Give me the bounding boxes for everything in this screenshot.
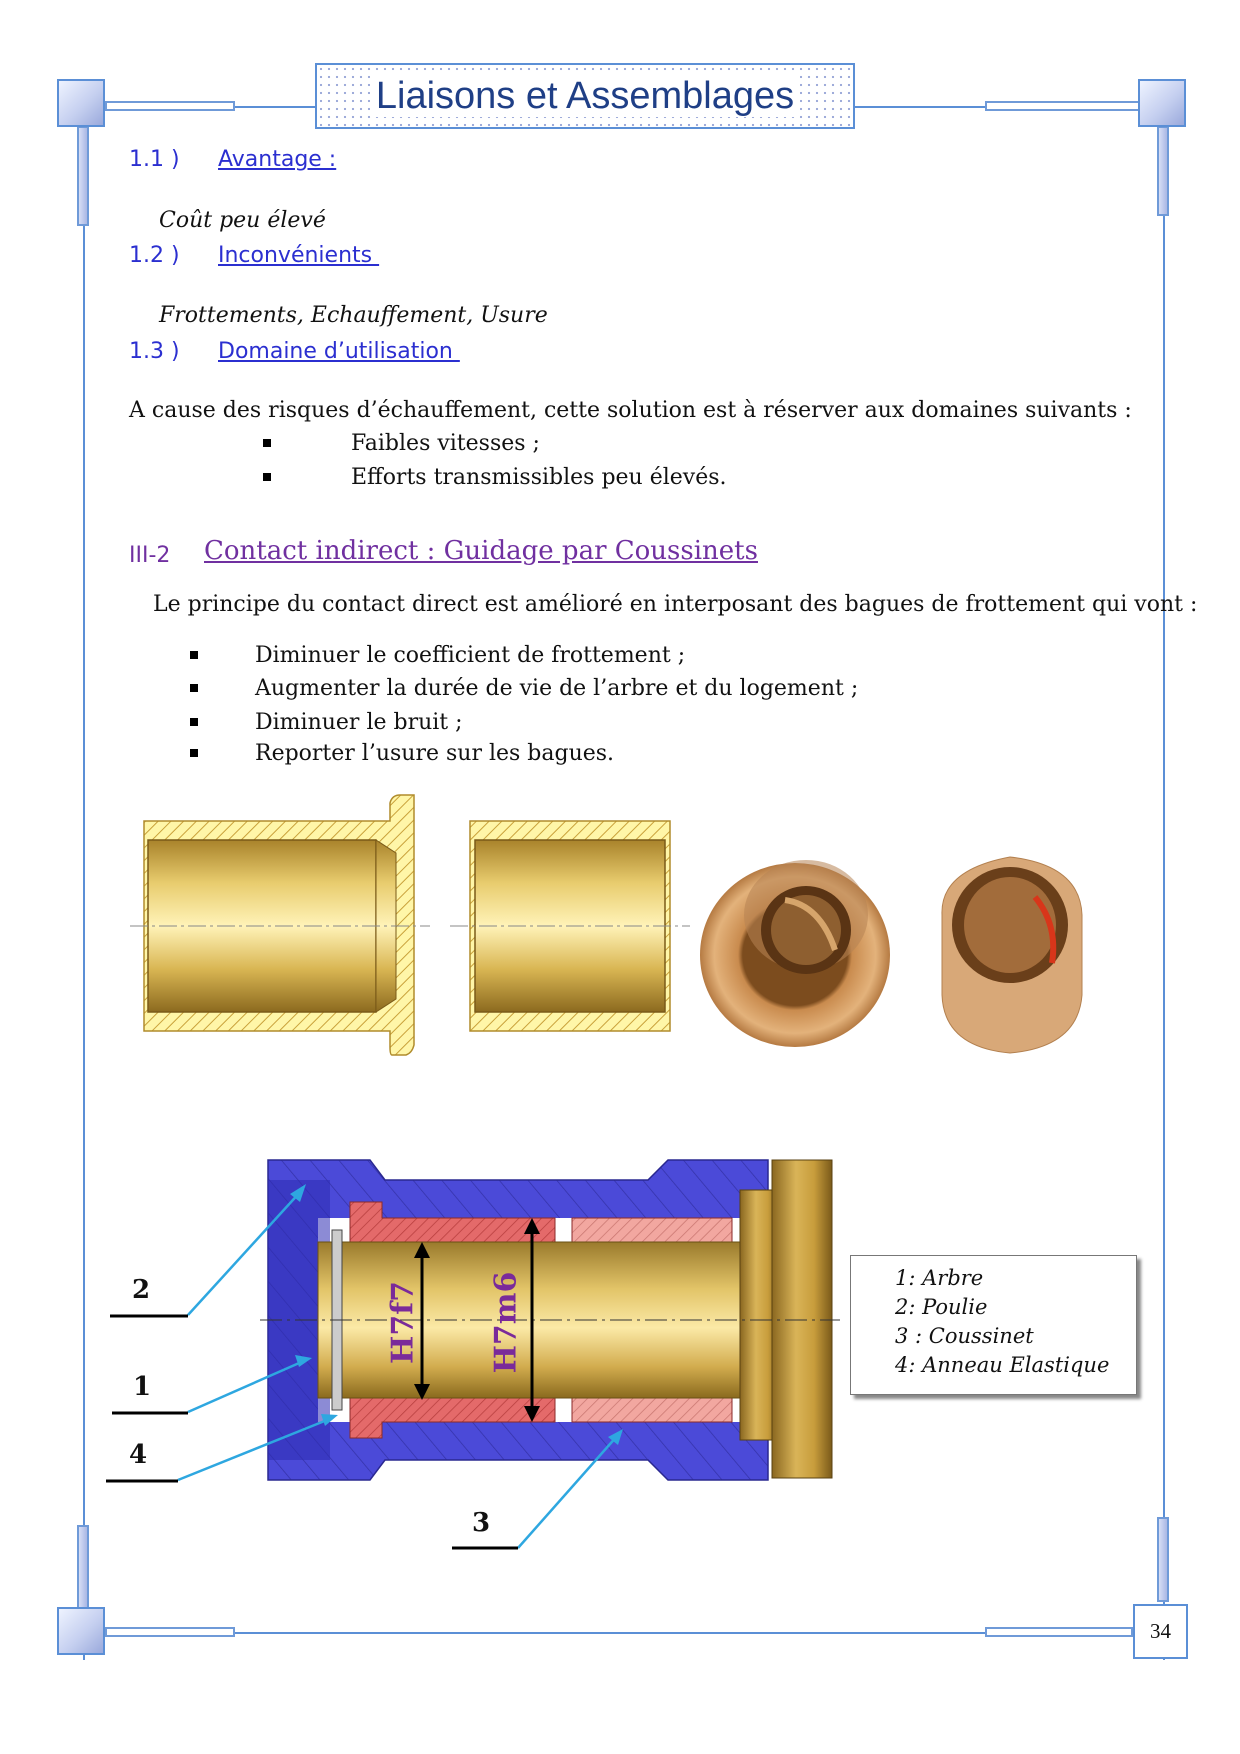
corner-ornament-top-left — [57, 79, 105, 127]
flanged-bushing-photo — [700, 860, 890, 1047]
section-1-3-number: 1.3 ) — [129, 339, 180, 364]
callout-4: 4 — [129, 1440, 148, 1470]
plain-bushing-section — [450, 821, 690, 1031]
flanged-bushing-section — [130, 795, 430, 1055]
bullet-icon — [190, 684, 198, 692]
callout-1: 1 — [133, 1372, 152, 1402]
page-title: Liaisons et Assemblages — [370, 75, 800, 117]
section-1-3-title[interactable]: Domaine d’utilisation — [218, 339, 460, 364]
page-number: 34 — [1133, 1604, 1188, 1659]
domain-item-2: Efforts transmissibles peu élevés. — [351, 465, 727, 490]
bushing-illustrations — [130, 785, 1150, 1105]
fit-label-bore: H7m6 — [488, 1271, 524, 1374]
section-1-2-number: 1.2 ) — [129, 243, 180, 268]
function-item-4: Reporter l’usure sur les bagues. — [255, 741, 615, 766]
function-item-2: Augmenter la durée de vie de l’arbre et du logement ; — [255, 676, 859, 701]
bullet-icon — [190, 718, 198, 726]
section-1-2-title[interactable]: Inconvénients — [218, 243, 380, 268]
domain-item-1: Faibles vitesses ; — [351, 431, 540, 456]
bullet-icon — [263, 473, 271, 481]
function-item-3: Diminuer le bruit ; — [255, 710, 463, 735]
legend-item-3: 3 : Coussinet — [895, 1324, 1034, 1348]
plain-bushing-photo — [942, 857, 1082, 1053]
legend-item-1: 1: Arbre — [895, 1266, 984, 1290]
part-legend — [850, 1255, 1137, 1395]
assembly-section-drawing — [100, 1150, 860, 1570]
function-item-1: Diminuer le coefficient de frottement ; — [255, 643, 686, 668]
section-iii-2-number: III-2 — [129, 543, 171, 568]
corner-ornament-bottom-left — [57, 1607, 105, 1655]
section-1-3-text: A cause des risques d’échauffement, cette solution est à réserver aux domaines suivants : — [129, 398, 1132, 423]
section-1-2-text: Frottements, Echauffement, Usure — [159, 303, 548, 328]
bullet-icon — [263, 439, 271, 447]
bullet-icon — [190, 651, 198, 659]
section-1-1-title[interactable]: Avantage : — [218, 147, 337, 172]
section-1-1-text: Coût peu élevé — [159, 208, 326, 233]
section-iii-2-title[interactable]: Contact indirect : Guidage par Coussinets — [204, 536, 758, 566]
fit-label-shaft: H7f7 — [385, 1281, 421, 1364]
legend-item-2: 2: Poulie — [895, 1295, 988, 1319]
legend-item-4: 4: Anneau Elastique — [895, 1353, 1110, 1377]
section-1-1-number: 1.1 ) — [129, 147, 180, 172]
callout-3: 3 — [472, 1508, 491, 1538]
section-iii-2-intro: Le principe du contact direct est amélioré en interposant des bagues de frottement qui vont : — [153, 592, 1198, 617]
callout-2: 2 — [132, 1275, 151, 1305]
bullet-icon — [190, 749, 198, 757]
page-title-box — [315, 63, 855, 129]
corner-ornament-top-right — [1138, 79, 1186, 127]
